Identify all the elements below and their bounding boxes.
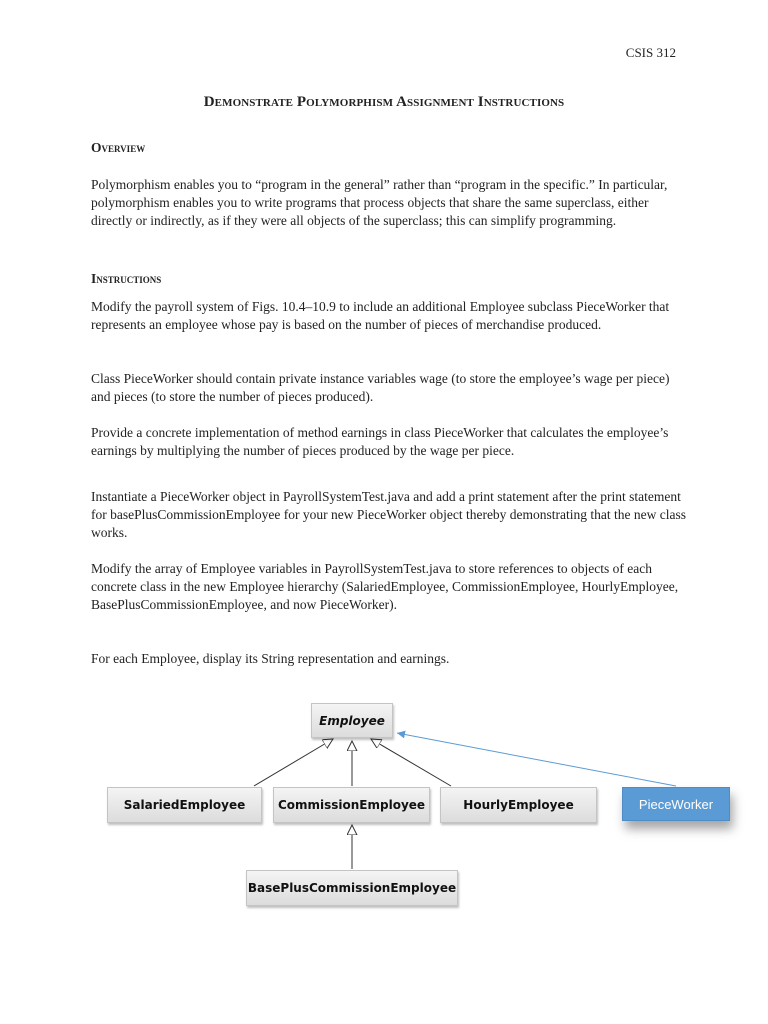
instructions-heading: Instructions <box>91 271 162 286</box>
hourly-inherit-line <box>371 739 451 786</box>
hourly-employee-class-box: HourlyEmployee <box>440 787 597 823</box>
instruction-paragraph-6: For each Employee, display its String representation and earnings. <box>91 651 450 666</box>
salaried-inherit-line <box>254 739 333 786</box>
overview-paragraph: Polymorphism enables you to “program in the general” rather than “program in the specific.” In particular, polymorphism enables you to write programs that process objects that share the same superclass, either directly or indirectly, as if they were all objects of the superclass; this can simplify programming. <box>91 177 668 228</box>
salaried-employee-class-box: SalariedEmployee <box>107 787 262 823</box>
instruction-paragraph-4: Instantiate a PieceWorker object in PayrollSystemTest.java and add a print statement after the print statement for basePlusCommissionEmployee for your new PieceWorker object thereby demonstrating that the new class works. <box>91 489 687 540</box>
commission-employee-class-box: CommissionEmployee <box>273 787 430 823</box>
employee-class-box: Employee <box>311 703 393 738</box>
pieceworker-inherit-line <box>397 733 676 786</box>
instruction-paragraph-2: Class PieceWorker should contain private instance variables wage (to store the employee’s wage per piece) and pieces (to store the number of pieces produced). <box>91 371 670 404</box>
document-title: Demonstrate Polymorphism Assignment Instructions <box>203 94 565 110</box>
pieceworker-class-box: PieceWorker <box>622 787 730 821</box>
instruction-paragraph-3: Provide a concrete implementation of method earnings in class PieceWorker that calculates the employee’s earnings by multiplying the number of pieces produced by the wage per piece. <box>91 425 669 458</box>
course-code: CSIS 312 <box>625 45 676 60</box>
overview-heading: Overview <box>91 140 146 155</box>
instruction-paragraph-5: Modify the array of Employee variables in PayrollSystemTest.java to store references to objects of each concrete class in the new Employee hierarchy (SalariedEmployee, CommissionEmployee, HourlyEmployee, BasePlusCommissionEmployee, and now PieceWorker). <box>91 561 679 612</box>
baseplus-commission-employee-class-box: BasePlusCommissionEmployee <box>246 870 458 906</box>
instruction-paragraph-1: Modify the payroll system of Figs. 10.4–10.9 to include an additional Employee subclass PieceWorker that represents an employee whose pay is based on the number of pieces of merchandise produced. <box>91 299 670 332</box>
